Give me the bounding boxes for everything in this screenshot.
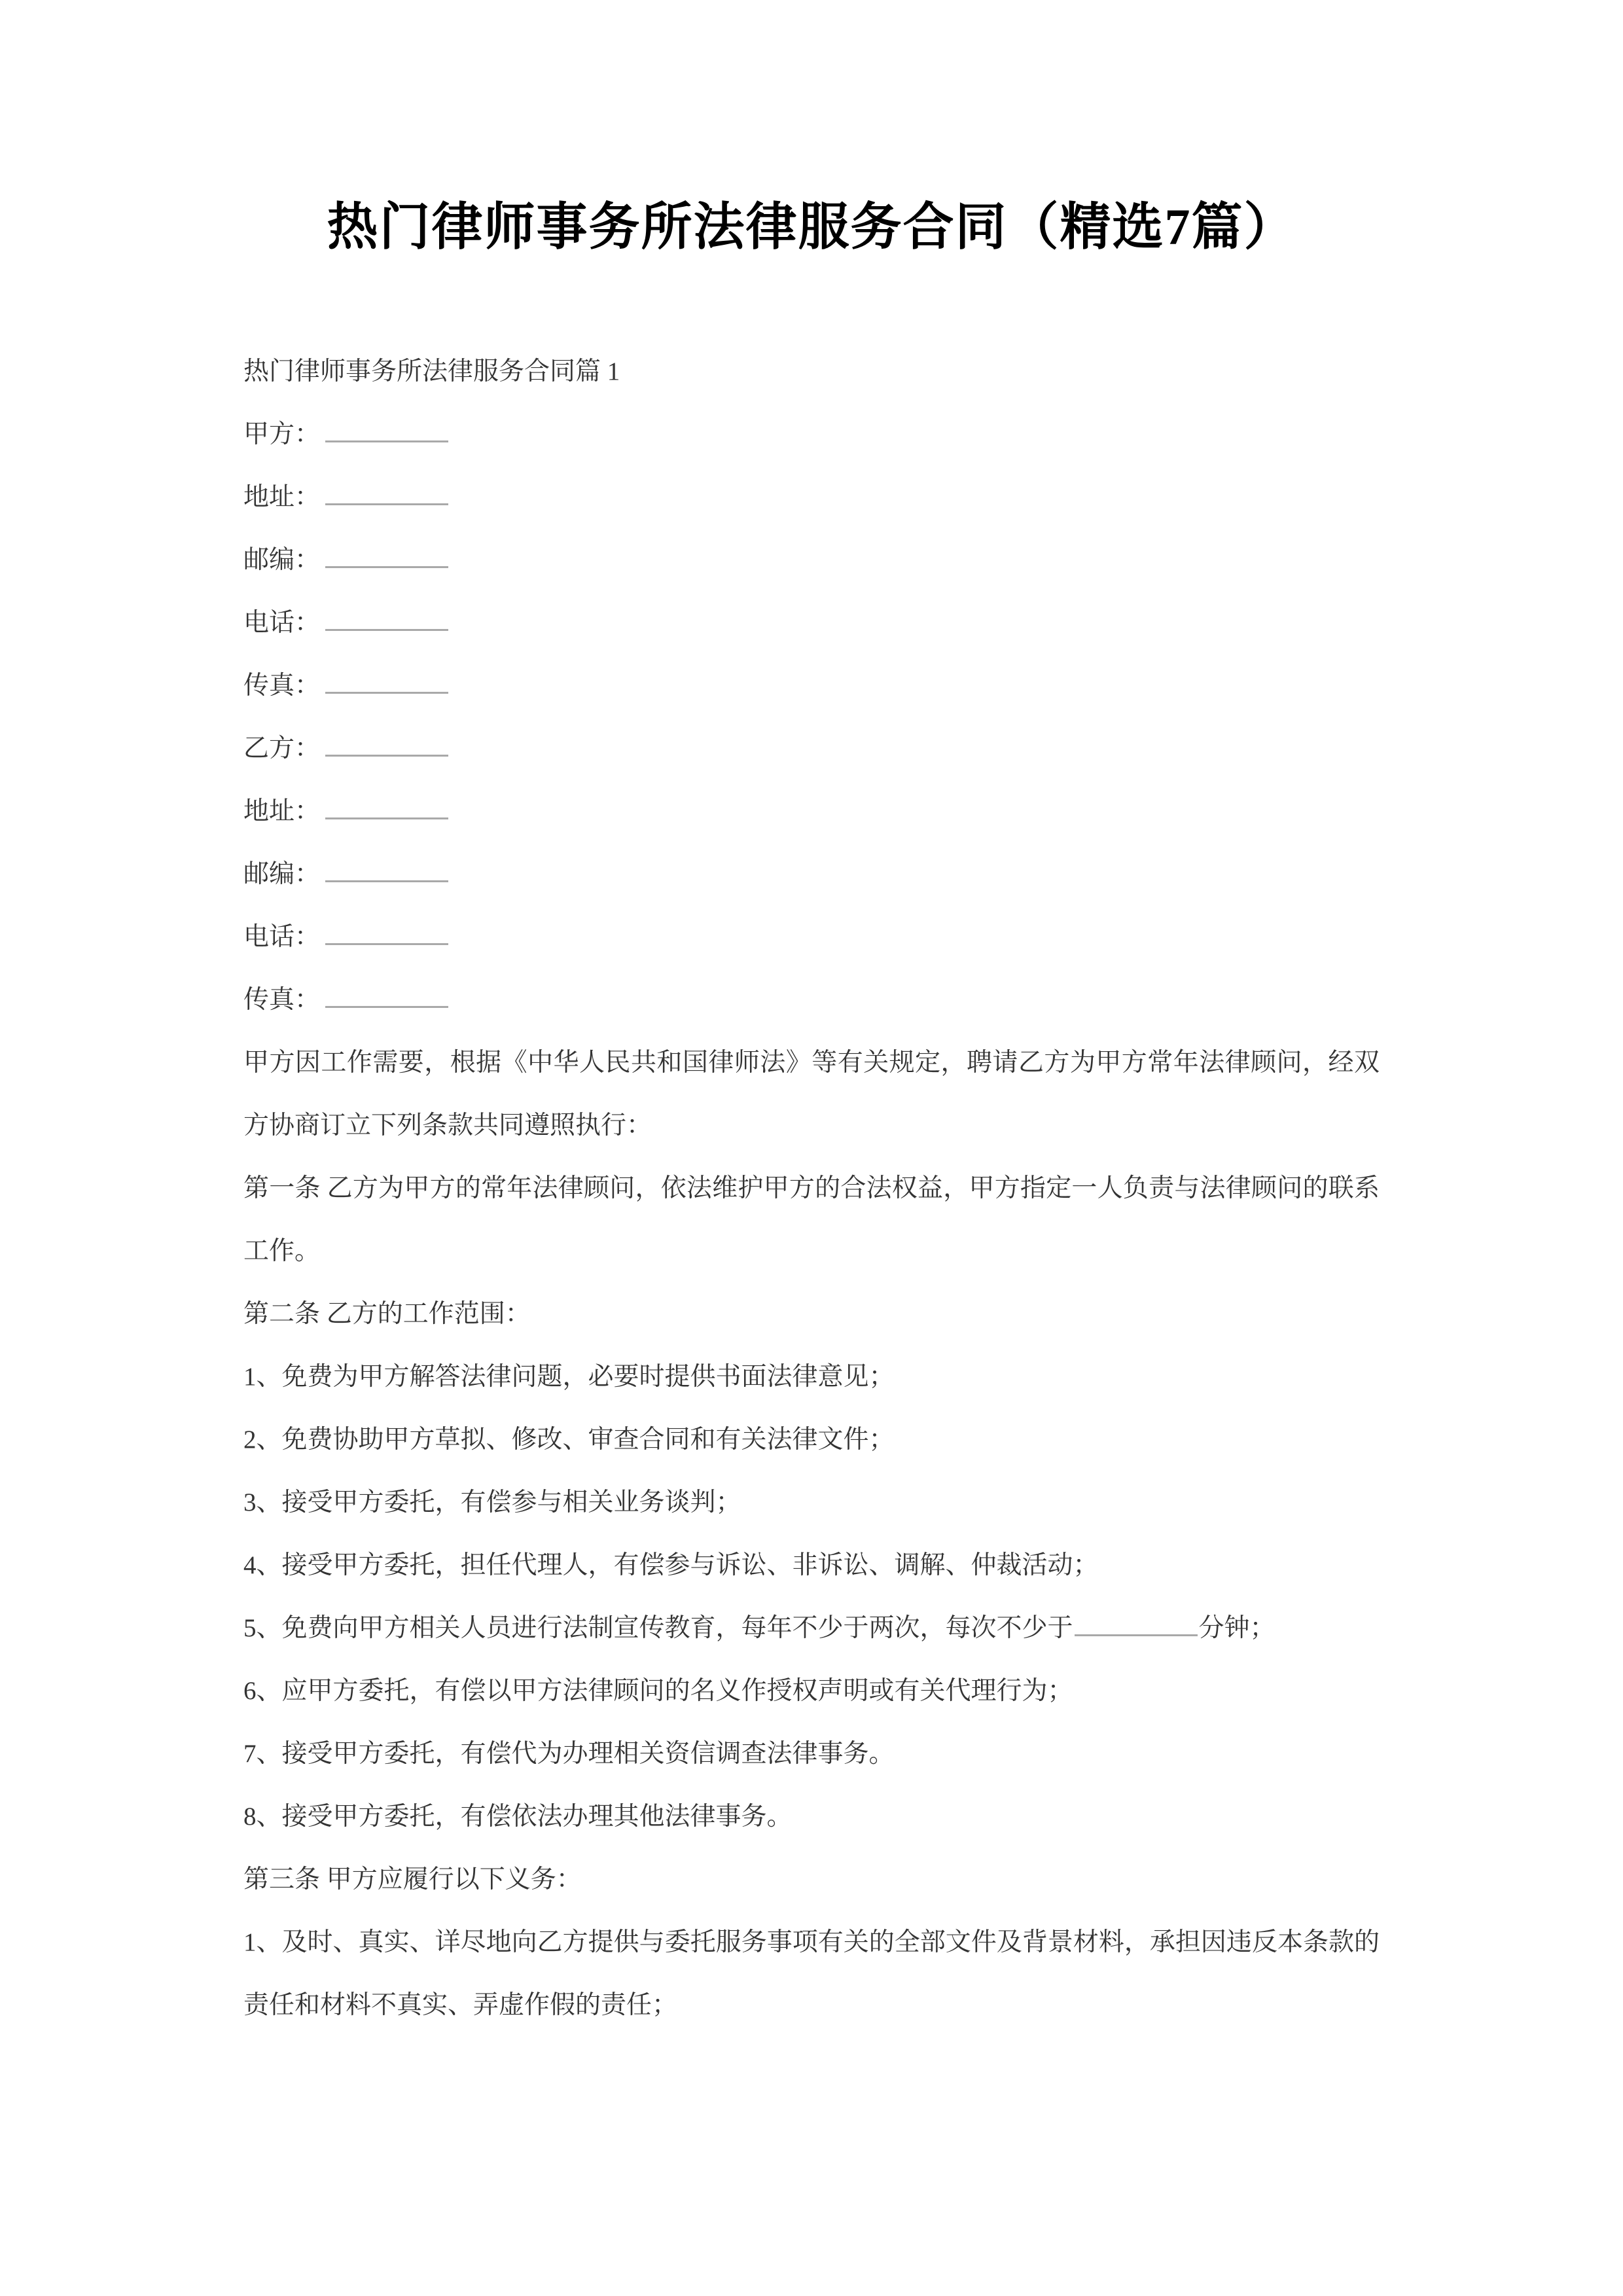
field-row: [243, 466, 1380, 529]
field-row: [243, 592, 1380, 655]
field-row: [243, 780, 1380, 843]
field-label: 地址：: [243, 482, 321, 511]
blank-line: [325, 614, 448, 631]
paragraph-article-3: 第三条 甲方应履行以下义务：: [243, 1865, 582, 1893]
field-row: [243, 843, 1380, 906]
field-label: 邮编：: [243, 545, 321, 574]
field-label: 传真：: [243, 985, 321, 1014]
field-label: 电话：: [243, 922, 321, 951]
field-label: 甲方：: [243, 420, 321, 448]
blank-line: [325, 740, 448, 757]
field-row: [243, 403, 1380, 466]
paragraph-item-4: 4、接受甲方委托，担任代理人，有偿参与诉讼、非诉讼、调解、仲裁活动；: [243, 1551, 1099, 1579]
paragraph-article-1: 第一条 乙方为甲方的常年法律顾问，依法维护甲方的合法权益，甲方指定一人负责与法律顾问的联系工作。: [243, 1174, 1380, 1265]
field-row: [243, 906, 1380, 969]
blank-line: [1075, 1619, 1198, 1636]
paragraph-item-1: 1、免费为甲方解答法律问题，必要时提供书面法律意见；: [243, 1362, 895, 1391]
paragraph-item-5: [243, 1597, 1380, 1660]
field-row: [243, 717, 1380, 780]
document-subtitle: 热门律师事务所法律服务合同篇 1: [243, 357, 620, 386]
paragraph-item-6: 6、应甲方委托，有偿以甲方法律顾问的名义作授权声明或有关代理行为；: [243, 1676, 1073, 1705]
blank-line: [325, 488, 448, 505]
paragraph-text: 分钟；: [1198, 1613, 1275, 1642]
blank-line: [325, 677, 448, 694]
field-label: 地址：: [243, 797, 321, 825]
blank-line: [325, 991, 448, 1008]
field-label: 电话：: [243, 608, 321, 637]
blank-line: [325, 802, 448, 819]
paragraph-item-7: 7、接受甲方委托，有偿代为办理相关资信调查法律事务。: [243, 1739, 895, 1768]
field-row: [243, 969, 1380, 1031]
paragraph-article-2: 第二条 乙方的工作范围：: [243, 1299, 531, 1328]
field-label: 传真：: [243, 671, 321, 700]
field-row: [243, 529, 1380, 592]
paragraph-obligation-1: 1、及时、真实、详尽地向乙方提供与委托服务事项有关的全部文件及背景材料，承担因违反本条款的责任和材料不真实、弄虚作假的责任；: [243, 1928, 1380, 2019]
paragraph-text: 5、免费向甲方相关人员进行法制宣传教育，每年不少于两次，每次不少于: [243, 1613, 1073, 1642]
blank-line: [325, 928, 448, 945]
paragraph-intro: 甲方因工作需要，根据《中华人民共和国律师法》等有关规定，聘请乙方为甲方常年法律顾问，经双方协商订立下列条款共同遵照执行：: [243, 1048, 1380, 1139]
paragraph-item-8: 8、接受甲方委托，有偿依法办理其他法律事务。: [243, 1802, 793, 1831]
document-title: 热门律师事务所法律服务合同（精选7篇）: [327, 198, 1296, 255]
document-body: [243, 340, 1380, 2037]
blank-line: [325, 425, 448, 442]
field-row: [243, 655, 1380, 717]
paragraph-item-3: 3、接受甲方委托，有偿参与相关业务谈判；: [243, 1488, 741, 1516]
blank-line: [325, 551, 448, 568]
field-label: 乙方：: [243, 734, 321, 762]
paragraph-item-2: 2、免费协助甲方草拟、修改、审查合同和有关法律文件；: [243, 1425, 895, 1454]
field-label: 邮编：: [243, 859, 321, 888]
blank-line: [325, 865, 448, 882]
